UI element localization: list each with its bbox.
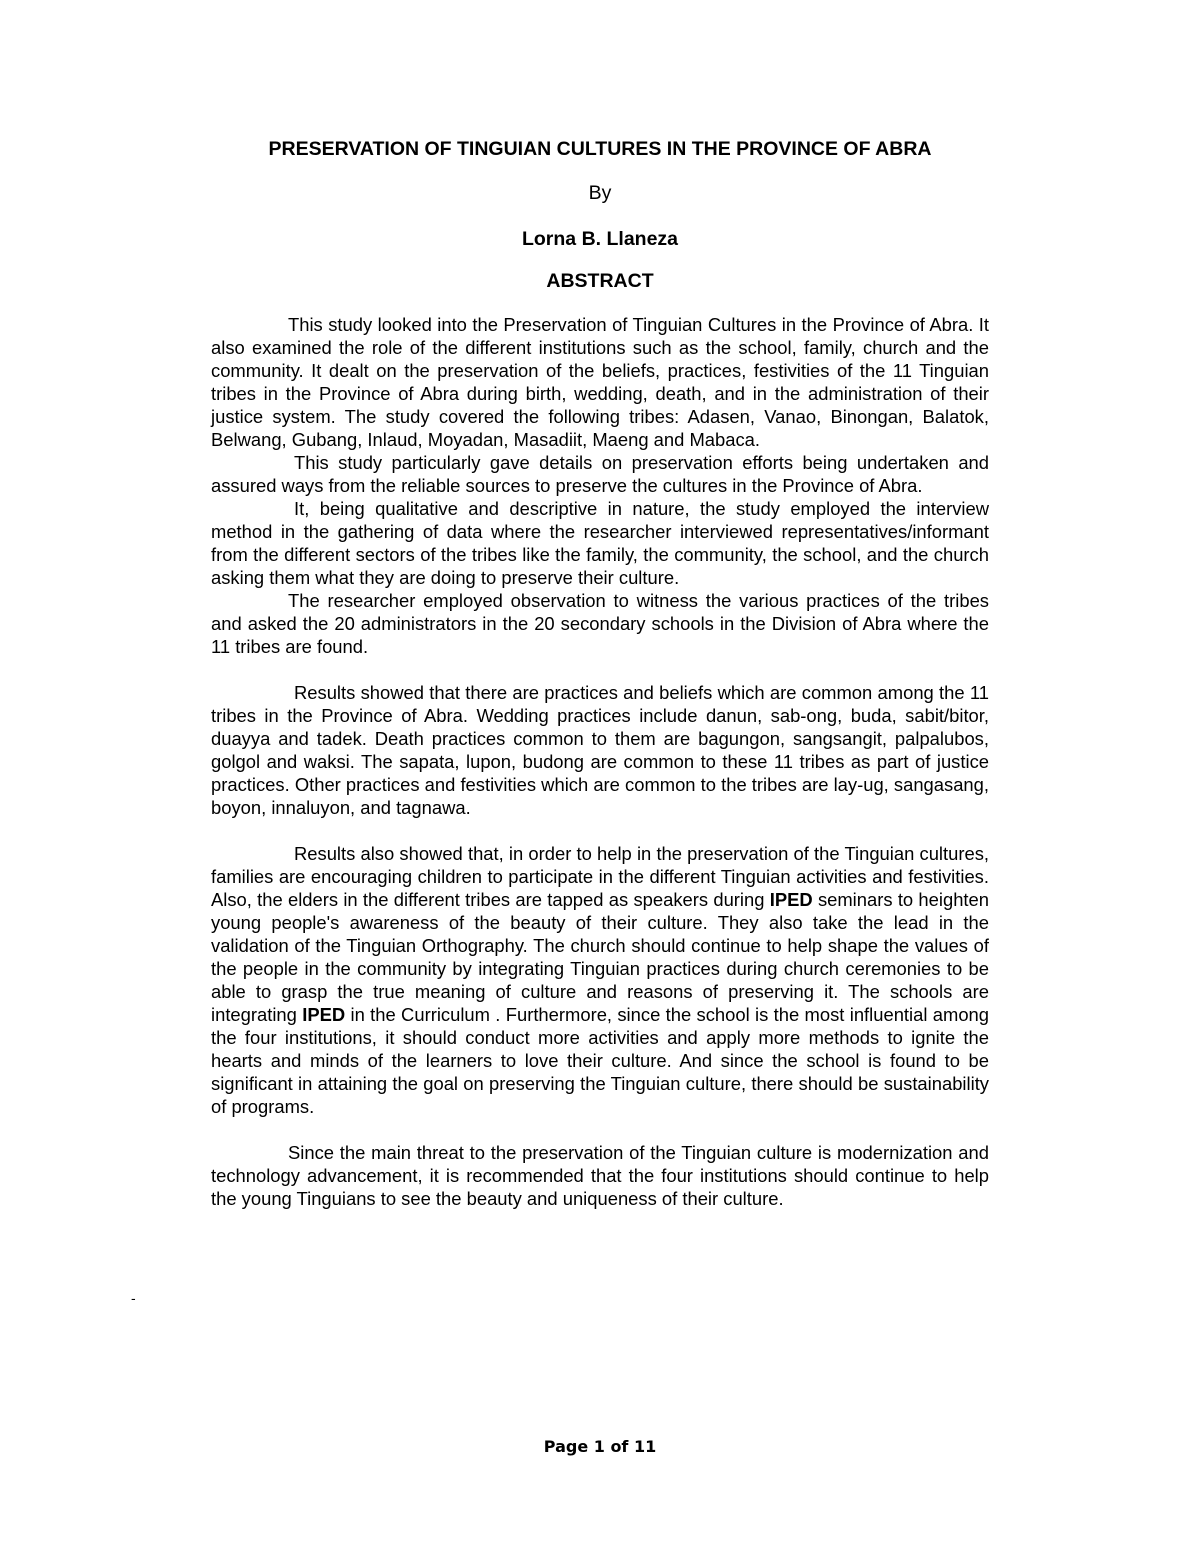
paragraph-4: The researcher employed observation to witness the various practices of the tribes and asked the 20 administrators in the 20 secondary schools in the Division of Abra where the 11 tribes are found. bbox=[211, 590, 989, 657]
author-name: Lorna B. Llaneza bbox=[521, 228, 679, 250]
iped-term: IPED bbox=[769, 889, 813, 910]
paragraph-6-part-c: in the Curriculum . Furthermore, since the school is the most influential among the four institutions, it should conduct more activities and apply more methods to ignite the hearts and minds of the learners to love their culture. And since the school is found to be significant in attaining the goal on preserving the Tinguian culture, there should be sustainability of programs. bbox=[211, 1004, 990, 1117]
paragraph-6 bbox=[211, 842, 989, 1118]
paragraph-6-part-a: Results also showed that, in order to help in the preservation of the Tinguian cultures, families are encouraging children to participate in the different Tinguian activities and festivities. Also, the elders in the different tribes are tapped as speakers during bbox=[211, 843, 989, 910]
paragraph-2: This study particularly gave details on preservation efforts being undertaken and assured ways from the reliable sources to preserve the cultures in the Province of Abra. bbox=[211, 452, 989, 496]
paragraph-7: Since the main threat to the preservation of the Tinguian culture is modernization and technology advancement, it is recommended that the four institutions should continue to help the young Tinguians to see the beauty and uniqueness of their culture. bbox=[211, 1142, 989, 1209]
document-title: PRESERVATION OF TINGUIAN CULTURES IN THE PROVINCE OF ABRA bbox=[268, 138, 932, 160]
paragraph-5: Results showed that there are practices and beliefs which are common among the 11 tribes in the Province of Abra. Wedding practices include danun, sab-ong, buda, sabit/bitor, duayya and tadek. Death practices common to them are bagungon, sangsangit, palpalubos, golgol and waksi. The sapata, lupon, budong are common to these 11 tribes as part of justice practices. Other practices and festivities which are common to the tribes are lay-ug, sangasang, boyon, innaluyon, and tagnawa. bbox=[211, 682, 989, 818]
abstract-heading: ABSTRACT bbox=[546, 270, 654, 292]
paragraph-1: This study looked into the Preservation of Tinguian Cultures in the Province of Abra. It also examined the role of the different institutions such as the school, family, church and the community. It dealt on the preservation of the beliefs, practices, festivities of the 11 Tinguian tribes in the Province of Abra during birth, wedding, death, and in the administration of their justice system. The study covered the following tribes: Adasen, Vanao, Binongan, Balatok, Belwang, Gubang, Inlaud, Moyadan, Masadiit, Maeng and Mabaca. bbox=[211, 314, 989, 450]
byline-label: By bbox=[588, 182, 612, 204]
paragraph-6-part-b: seminars to heighten young people's awareness of the beauty of their culture. They also take the lead in the validation of the Tinguian Orthography. The church should continue to help shape the values of the people in the community by integrating Tinguian practices during church ceremonies to be able to grasp the true meaning of culture and reasons of preserving it. The schools are integrating bbox=[211, 889, 989, 1025]
abstract-body bbox=[211, 313, 989, 1210]
iped-term: IPED bbox=[302, 1004, 346, 1025]
page-number-footer: Page 1 of 11 bbox=[543, 1437, 657, 1456]
stray-dash-mark: - bbox=[131, 1290, 136, 1306]
paragraph-3: It, being qualitative and descriptive in nature, the study employed the interview method in the gathering of data where the researcher interviewed representatives/informant from the different sectors of the tribes like the family, the community, the school, and the church asking them what they are doing to preserve their culture. bbox=[211, 498, 989, 588]
